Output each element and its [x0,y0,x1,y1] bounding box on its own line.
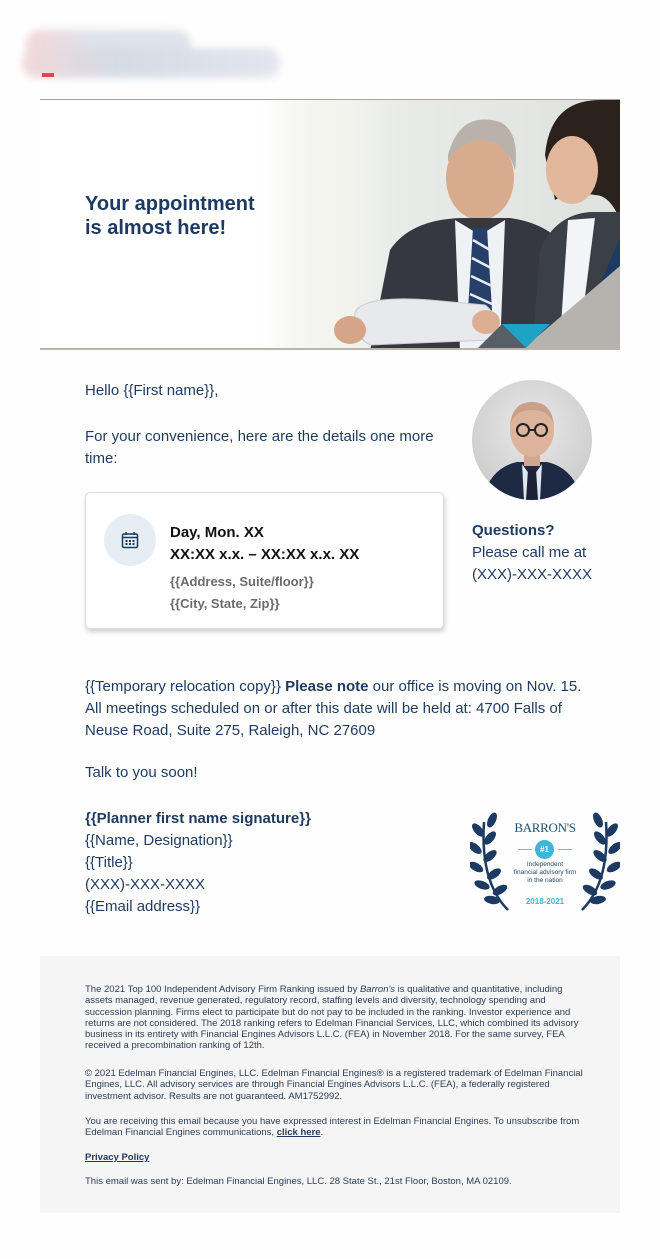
questions-block [472,520,592,586]
decor-triangle-teal [502,324,550,348]
questions-phone[interactable]: (XXX)-XXX-XXXX [472,566,593,583]
relocation-notice: {{Temporary relocation copy}} Please note our office is moving on Nov. 15. All meetings scheduled on or after this date will be held at: 4700 Falls of Neuse Road, Suite 275, Raleigh, NC 27609 [85,678,582,739]
city-state-zip: {{City, State, Zip}} [170,596,280,611]
unsubscribe-notice: You are receiving this email because you have expressed interest in Edelman Financial Engines. To unsubscribe from Edelman Financial Engines communications, click here. [85,1116,580,1139]
signature-title: {{Title}} [85,854,133,871]
barrons-award-badge [470,812,620,912]
hero-title: Your appointment is almost here! [85,193,255,239]
signature-name: {{Planner first name signature}} [85,810,311,827]
intro-text: For your convenience, here are the details one more time: [85,428,434,467]
sender-address: This email was sent by: Edelman Financial Engines, LLC. 28 State St., 21st Floor, Boston, MA 02109. [85,1176,512,1187]
questions-text: Please call me at [472,544,587,561]
badge-rank: #1 [535,840,554,859]
planner-avatar [472,380,592,500]
please-note: Please note [285,678,369,695]
signature-phone[interactable]: (XXX)-XXX-XXXX [85,876,206,893]
unsubscribe-link[interactable]: click here [276,1127,321,1139]
appointment-datetime [170,522,359,566]
appointment-time: XX:XX x.x. – XX:XX x.x. XX [170,546,360,563]
calendar-icon [121,531,139,549]
brand-logo-redacted [22,30,282,82]
address-line: {{Address, Suite/floor}} [170,574,314,589]
signature-block [85,808,311,918]
appointment-card [85,492,444,629]
badge-description: Independent financial advisory firm in the nation [513,861,577,884]
header-logo-band [0,0,660,99]
closing-line: Talk to you soon! [85,764,198,781]
ranking-disclaimer: The 2021 Top 100 Independent Advisory Firm Ranking issued by Barron's is qualitative and quantitative, including assets managed, revenue generated, regulatory record, staffing levels and diversity, technology spending and succession planning. Firms elect to participate but do not pay to be included in the ranking. Investor experience and returns are not considered. The 2018 ranking refers to Edelman Financial Services, LLC, which combined its advisory business in its entirety with Financial Engines Advisors L.L.C. (FEA) in November 2018. For the same survey, FEA received a precombination ranking of 12th. [85,984,579,1052]
appointment-address [170,571,314,615]
badge-years: 2018-2021 [525,897,565,906]
signature-email[interactable]: {{Email address}} [85,898,201,915]
calendar-icon-wrap [104,514,156,566]
privacy-policy-link[interactable]: Privacy Policy [85,1152,150,1163]
signature-designation: {{Name, Designation}} [85,832,233,849]
copyright-notice: © 2021 Edelman Financial Engines, LLC. Edelman Financial Engines® is a registered trademark of Edelman Financial Engines, LLC. All advisory services are through Financial Engines Advisors L.L.C. (FEA), a federally registered investment advisor. Results are not guaranteed. AM1752992. [85,1068,583,1102]
hero-banner [40,99,620,350]
greeting: Hello {{First name}}, [85,382,219,399]
planner-photo [472,380,592,500]
footer [40,956,620,1213]
badge-brand: BARRON'S [514,820,576,835]
logo-mark [42,73,54,77]
questions-title: Questions? [472,522,555,539]
appointment-date: Day, Mon. XX [170,524,264,541]
